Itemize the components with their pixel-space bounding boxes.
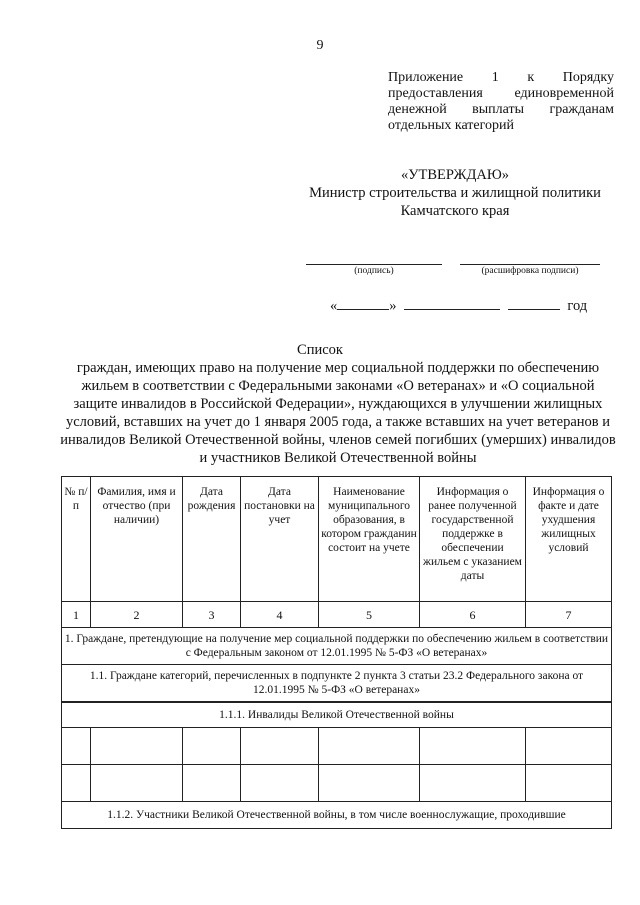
appendix-note [388,70,614,134]
section-1-1-1-heading: 1.1.1. Инвалиды Великой Отечественной войны [62,702,612,728]
table-row [62,765,612,802]
column-number: 6 [420,602,526,628]
section-row [62,702,612,728]
section-row [62,628,612,665]
appendix-line: отдельных категорий [388,118,515,133]
table-cell [420,728,526,765]
table-cell [241,765,319,802]
column-number: 3 [183,602,241,628]
approval-region: Камчатского края [400,203,510,219]
table-cell [526,765,612,802]
column-number: 5 [319,602,420,628]
approval-position: Министр строительства и жилищной политики [309,185,601,201]
section-row [62,802,612,829]
table-header-row [62,477,612,602]
table-cell [62,765,91,802]
table-cell [91,765,183,802]
date-year-blank [508,296,560,310]
approval-block [290,166,620,220]
column-number: 2 [91,602,183,628]
page-number: 9 [316,38,324,53]
section-1-1-heading: 1.1. Граждане категорий, перечисленных в подпункте 2 пункта 3 статьи 23.2 Федерального закона от 12.01.1995 № 5-ФЗ «О ветеранах» [62,665,612,703]
appendix-line: предоставления единовременной [388,86,614,101]
column-number: 1 [62,602,91,628]
column-number: 7 [526,602,612,628]
signature-decoding-caption: (расшифровка подписи) [481,266,579,276]
table-cell [91,728,183,765]
header-municipality: Наименование муниципального образования, в котором гражданин состоит на учете [319,477,420,602]
header-birth-date: Дата рождения [183,477,241,602]
table-cell [183,765,241,802]
table-cell [319,765,420,802]
appendix-line: денежной выплаты гражданам [388,102,614,117]
date-open-quote: « [330,298,338,314]
approval-title: «УТВЕРЖДАЮ» [401,167,509,183]
header-previous-support: Информация о ранее полученной государственной поддержке в обеспечении жильем с указанием даты [420,477,526,602]
table-cell [526,728,612,765]
section-row [62,665,612,703]
appendix-line: Приложение 1 к Порядку [388,70,614,85]
column-number-row [62,602,612,628]
signature-decoding-line [460,264,600,265]
signature-line [306,264,442,265]
column-number: 4 [241,602,319,628]
header-full-name: Фамилия, имя и отчество (при наличии) [91,477,183,602]
header-registration-date: Дата постановки на учет [241,477,319,602]
section-1-1-2-heading: 1.1.2. Участники Великой Отечественной войны, в том числе военнослужащие, проходившие [62,802,612,829]
list-description: граждан, имеющих право на получение мер социальной поддержки по обеспечению жильем в соответствии с Федеральными законами «О ветеранах» и «О социальной защите инвалидов в Российской Федерации», нуждающихся в улучшении жилищных условий, вставших на учет до 1 января 2005 года, а также вставших на учет ветеранов и инвалидов Великой Отечественной войны, членов семей погибших (умерших) инвалидов и участников Великой Отечественной войны [60,360,616,466]
date-year-word: год [567,298,588,314]
table-cell [241,728,319,765]
table-cell [420,765,526,802]
section-1-heading: 1. Граждане, претендующие на получение мер социальной поддержки по обеспечению жильем в соответствии с Федеральным законом от 12.01.1995 № 5-ФЗ «О ветеранах» [62,628,612,665]
signature-caption: (подпись) [354,266,394,276]
list-title: Список [297,342,343,358]
table-cell [183,728,241,765]
table-cell [319,728,420,765]
date-close-quote: » [389,298,397,314]
date-month-blank [404,296,500,310]
table-row [62,728,612,765]
table-cell [62,728,91,765]
header-housing-deterioration: Информация о факте и дате ухудшения жилищных условий [526,477,612,602]
header-number: № п/п [62,477,91,602]
date-day-blank [337,296,389,310]
approval-date-line [330,296,587,315]
beneficiaries-table [61,476,612,829]
